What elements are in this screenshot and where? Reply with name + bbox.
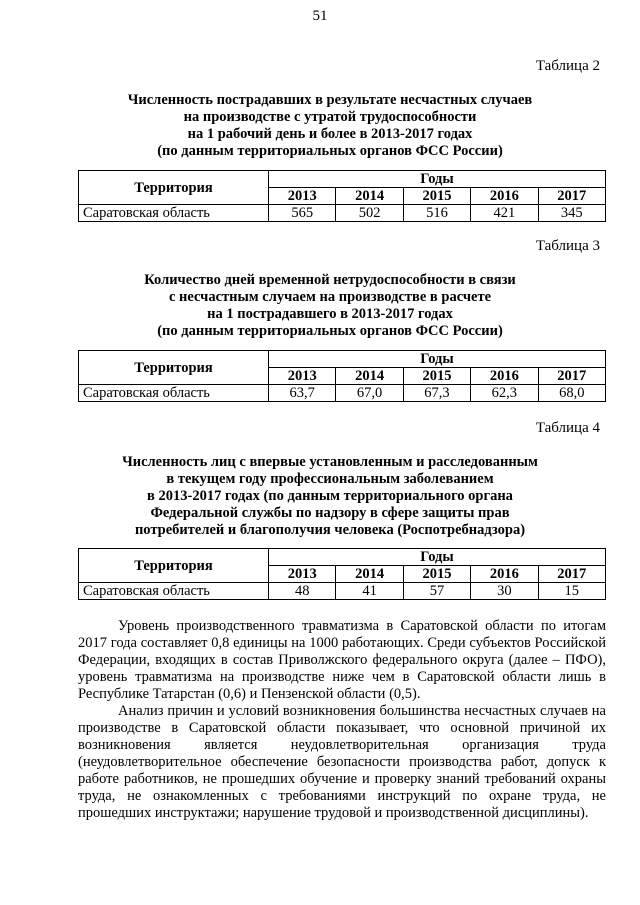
caption-line: потребителей и благополучия человека (Роспотребнадзора) xyxy=(134,522,526,538)
caption-line: в 2013-2017 годах (по данным территориального органа xyxy=(147,488,513,504)
caption-line: Федеральной службы по надзору в сфере защиты прав xyxy=(150,505,510,521)
caption-line: (по данным территориальных органов ФСС России) xyxy=(157,323,503,339)
value-cell: 57 xyxy=(403,583,470,600)
paragraph: Уровень производственного травматизма в Саратовской области по итогам 2017 года составляет 0,8 единицы на 1000 работающих. Среди субъектов Российской Федерации, входящих в состав Приволжского федерального округа (далее – ПФО), уровень травматизма на производстве ниже чем в Саратовской области лишь в Республике Татарстан (0,6) и Пензенской области (0,5). xyxy=(78,618,606,702)
value-cell: 67,3 xyxy=(403,385,470,402)
table-4-caption xyxy=(70,454,590,539)
territory-name: Саратовская область xyxy=(79,385,269,402)
table-row xyxy=(79,385,606,402)
caption-line: на 1 пострадавшего в 2013-2017 годах xyxy=(207,306,453,322)
value-cell: 502 xyxy=(336,205,403,222)
caption-line: на 1 рабочий день и более в 2013-2017 годах xyxy=(187,126,473,142)
territory-header: Территория xyxy=(79,549,269,583)
year-header: 2013 xyxy=(269,368,336,385)
caption-line: Количество дней временной нетрудоспособности в связи xyxy=(144,272,516,288)
caption-line: Численность пострадавших в результате несчастных случаев xyxy=(127,92,533,108)
table-2 xyxy=(78,170,606,222)
caption-line: в текущем году профессиональным заболеванием xyxy=(166,471,494,487)
table-3 xyxy=(78,350,606,402)
table-3-label: Таблица 3 xyxy=(535,238,600,254)
years-header: Годы xyxy=(269,351,606,368)
value-cell: 62,3 xyxy=(471,385,538,402)
value-cell: 30 xyxy=(471,583,538,600)
table-4 xyxy=(78,548,606,600)
table-4-label: Таблица 4 xyxy=(535,420,600,436)
territory-header: Территория xyxy=(79,351,269,385)
value-cell: 15 xyxy=(538,583,605,600)
year-header: 2013 xyxy=(269,566,336,583)
year-header: 2016 xyxy=(471,188,538,205)
year-header: 2016 xyxy=(471,566,538,583)
value-cell: 565 xyxy=(269,205,336,222)
value-cell: 63,7 xyxy=(269,385,336,402)
territory-header: Территория xyxy=(79,171,269,205)
year-header: 2017 xyxy=(538,566,605,583)
year-header: 2014 xyxy=(336,368,403,385)
page-number: 51 xyxy=(312,8,328,24)
years-header: Годы xyxy=(269,549,606,566)
year-header: 2017 xyxy=(538,368,605,385)
year-header: 2017 xyxy=(538,188,605,205)
table-3-caption xyxy=(70,272,590,340)
year-header: 2013 xyxy=(269,188,336,205)
territory-name: Саратовская область xyxy=(79,583,269,600)
table-row xyxy=(79,583,606,600)
year-header: 2015 xyxy=(403,566,470,583)
paragraph: Анализ причин и условий возникновения большинства несчастных случаев на производстве в Саратовской области показывает, что основной причиной их возникновения является неудовлетворительная организация труда (неудовлетворительное обеспечение безопасности производства работ, допуск к работе работников, не прошедших обучение и проверку знаний требований охраны труда, не ознакомленных с требованиями инструкций по охране труда, не прошедших инструктажи; нарушение трудовой и производственной дисциплины). xyxy=(78,703,606,821)
caption-line: (по данным территориальных органов ФСС России) xyxy=(157,143,503,159)
table-2-label: Таблица 2 xyxy=(535,58,600,74)
body-text xyxy=(78,618,606,822)
territory-name: Саратовская область xyxy=(79,205,269,222)
value-cell: 41 xyxy=(336,583,403,600)
year-header: 2015 xyxy=(403,368,470,385)
year-header: 2014 xyxy=(336,566,403,583)
value-cell: 48 xyxy=(269,583,336,600)
table-2-caption xyxy=(70,92,590,160)
value-cell: 345 xyxy=(538,205,605,222)
value-cell: 67,0 xyxy=(336,385,403,402)
value-cell: 68,0 xyxy=(538,385,605,402)
years-header: Годы xyxy=(269,171,606,188)
value-cell: 421 xyxy=(471,205,538,222)
caption-line: на производстве с утратой трудоспособности xyxy=(183,109,477,125)
year-header: 2014 xyxy=(336,188,403,205)
value-cell: 516 xyxy=(403,205,470,222)
year-header: 2016 xyxy=(471,368,538,385)
year-header: 2015 xyxy=(403,188,470,205)
caption-line: с несчастным случаем на производстве в расчете xyxy=(168,289,492,305)
caption-line: Численность лиц с впервые установленным и расследованным xyxy=(122,454,538,470)
table-row xyxy=(79,205,606,222)
